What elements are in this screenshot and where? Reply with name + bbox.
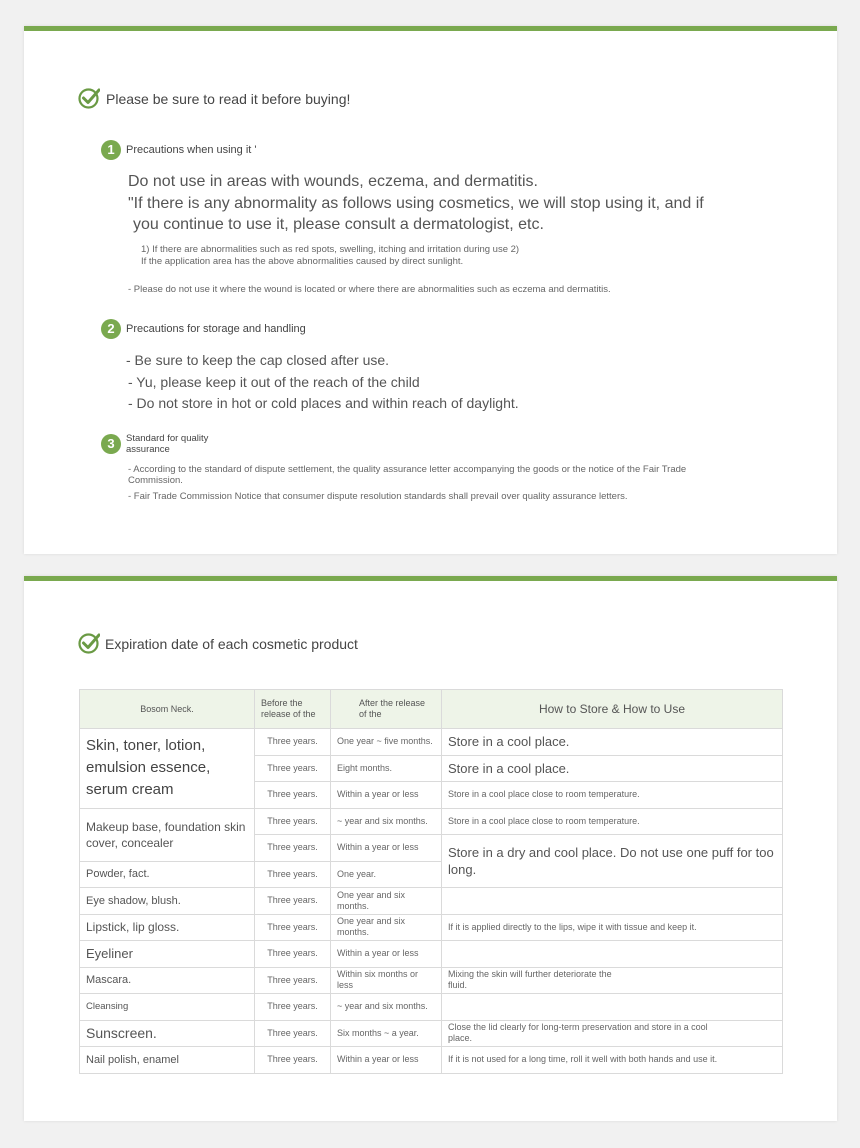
product-cell: Eye shadow, blush. xyxy=(80,888,255,915)
before-cell: Three years. xyxy=(255,1047,331,1074)
product-cell: Sunscreen. xyxy=(80,1020,255,1047)
how-cell: Store in a cool place close to room temperature. xyxy=(442,782,783,809)
after-cell: ~ year and six months. xyxy=(331,994,442,1021)
after-cell: Six months ~ a year. xyxy=(331,1020,442,1047)
table-row xyxy=(80,914,783,941)
section-title: Expiration date of each cosmetic product xyxy=(105,636,358,652)
step-number-2: 2 xyxy=(101,319,121,339)
precautions-card xyxy=(24,26,837,554)
item1-note1: 1) If there are abnormalities such as red spots, swelling, itching and irritation during use 2) xyxy=(141,244,520,255)
how-cell: Close the lid clearly for long-term preservation and store in a cool place. xyxy=(442,1020,783,1047)
how-cell xyxy=(442,941,783,968)
how-cell: Store in a cool place. xyxy=(442,755,783,782)
before-cell: Three years. xyxy=(255,808,331,835)
item2-line3: - Do not store in hot or cold places and within reach of daylight. xyxy=(128,395,519,411)
step-number-3: 3 xyxy=(101,434,121,454)
before-cell: Three years. xyxy=(255,729,331,756)
item2-title: Precautions for storage and handling xyxy=(126,323,306,335)
after-cell: Eight months. xyxy=(331,755,442,782)
after-cell: Within a year or less xyxy=(331,941,442,968)
how-cell: Store in a cool place close to room temperature. xyxy=(442,808,783,835)
table-row xyxy=(80,994,783,1021)
after-cell: One year ~ five months. xyxy=(331,729,442,756)
after-cell: One year. xyxy=(331,861,442,888)
item1-line1: Do not use in areas with wounds, eczema, and dermatitis. xyxy=(128,173,538,190)
before-cell: Three years. xyxy=(255,888,331,915)
table-row xyxy=(80,1020,783,1047)
before-cell: Three years. xyxy=(255,782,331,809)
item1-note3: - Please do not use it where the wound is located or where there are abnormalities such as eczema and dermatitis. xyxy=(128,284,611,295)
before-cell: Three years. xyxy=(255,941,331,968)
expiration-card xyxy=(24,576,837,1121)
after-cell: One year and six months. xyxy=(331,888,442,915)
header-how-to-store: How to Store & How to Use xyxy=(442,690,783,729)
before-cell: Three years. xyxy=(255,967,331,994)
after-cell: Within a year or less xyxy=(331,835,442,862)
before-cell: Three years. xyxy=(255,755,331,782)
how-cell: If it is applied directly to the lips, wipe it with tissue and keep it. xyxy=(442,914,783,941)
before-cell: Three years. xyxy=(255,1020,331,1047)
product-cell: Eyeliner xyxy=(80,941,255,968)
how-cell xyxy=(442,888,783,915)
table-row xyxy=(80,967,783,994)
product-cell: Powder, fact. xyxy=(80,861,255,888)
item3-title-line2: assurance xyxy=(126,444,170,455)
item3-note2: - Fair Trade Commission Notice that consumer dispute resolution standards shall prevail over quality assurance letters. xyxy=(128,491,628,502)
how-cell xyxy=(442,994,783,1021)
expiration-table xyxy=(79,689,783,1074)
checkmark-circle-icon xyxy=(78,632,100,654)
table-row xyxy=(80,941,783,968)
table-row xyxy=(80,1047,783,1074)
how-cell: Store in a cool place. xyxy=(442,729,783,756)
after-cell: Within a year or less xyxy=(331,1047,442,1074)
how-cell-dry: Store in a dry and cool place. Do not use one puff for too long. xyxy=(442,835,783,888)
product-cell: Mascara. xyxy=(80,967,255,994)
product-cell: Nail polish, enamel xyxy=(80,1047,255,1074)
table-row xyxy=(80,808,783,835)
table-header-row xyxy=(80,690,783,729)
how-cell: If it is not used for a long time, roll it well with both hands and use it. xyxy=(442,1047,783,1074)
section-title: Please be sure to read it before buying! xyxy=(106,91,351,107)
after-cell: Within a year or less xyxy=(331,782,442,809)
item2-line2: - Yu, please keep it out of the reach of the child xyxy=(128,374,420,390)
table-row xyxy=(80,729,783,756)
item1-line3: you continue to use it, please consult a dermatologist, etc. xyxy=(133,216,544,233)
product-cell: Cleansing xyxy=(80,994,255,1021)
item1-note2: If the application area has the above abnormalities caused by direct sunlight. xyxy=(141,256,464,267)
before-cell: Three years. xyxy=(255,835,331,862)
table-row xyxy=(80,888,783,915)
item3-note1: - According to the standard of dispute settlement, the quality assurance letter accompanying the goods or the notice of the Fair Trade Commission. xyxy=(128,464,687,486)
after-cell: One year and six months. xyxy=(331,914,442,941)
before-cell: Three years. xyxy=(255,994,331,1021)
product-cell-makeup: Makeup base, foundation skin cover, concealer xyxy=(80,808,255,861)
product-cell: Lipstick, lip gloss. xyxy=(80,914,255,941)
header-before-release: Before the release of the xyxy=(255,690,331,729)
header-after-release: After the release of the xyxy=(331,690,442,729)
item1-title: Precautions when using it ' xyxy=(126,144,257,156)
item1-line2: "If there is any abnormality as follows using cosmetics, we will stop using it, and if xyxy=(128,195,704,212)
product-cell-skincare: Skin, toner, lotion, emulsion essence, serum cream xyxy=(80,729,255,809)
item2-line1: - Be sure to keep the cap closed after use. xyxy=(126,352,390,368)
item3-title-line1: Standard for quality xyxy=(126,433,209,444)
after-cell: ~ year and six months. xyxy=(331,808,442,835)
checkmark-circle-icon xyxy=(78,87,100,109)
before-cell: Three years. xyxy=(255,861,331,888)
how-cell: Mixing the skin will further deteriorate the fluid. xyxy=(442,967,783,994)
after-cell: Within six months or less xyxy=(331,967,442,994)
step-number-1: 1 xyxy=(101,140,121,160)
before-cell: Three years. xyxy=(255,914,331,941)
header-product: Bosom Neck. xyxy=(80,690,255,729)
